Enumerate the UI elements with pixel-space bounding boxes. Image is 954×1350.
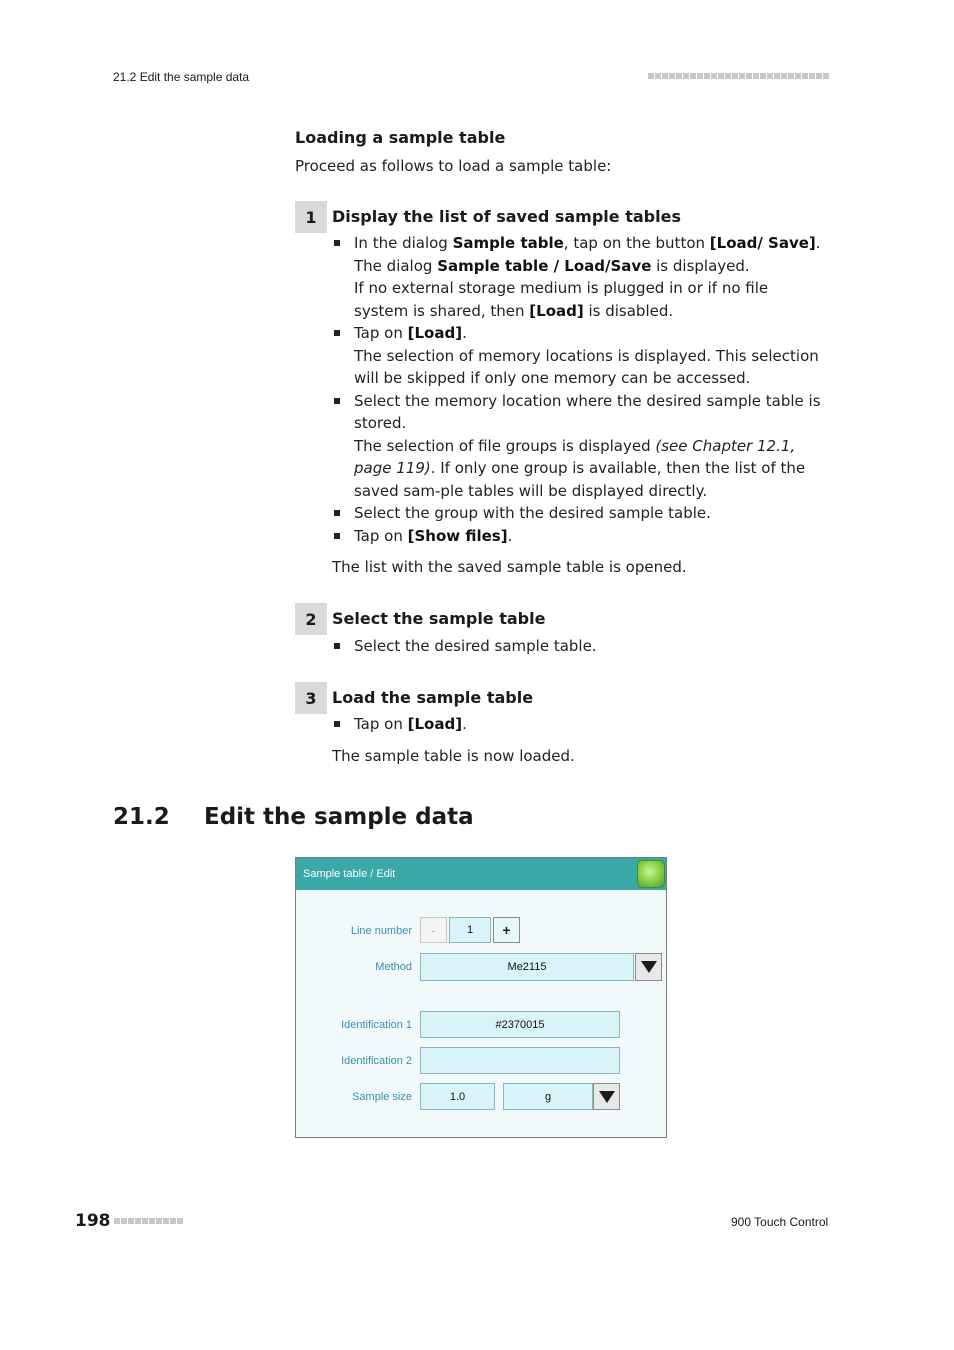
line-number-label: Line number (350, 925, 412, 937)
step-number: 1 (295, 201, 327, 233)
method-dropdown-button[interactable] (635, 953, 662, 981)
list-item: Tap on [Show files]. (332, 525, 827, 548)
step-3-bullets (332, 713, 827, 736)
step-1-bullets (332, 232, 827, 547)
loading-section (295, 128, 835, 177)
page-number: 198 (75, 1211, 111, 1231)
step-title: Display the list of saved sample tables (332, 207, 681, 226)
list-item: Tap on [Load]. The selection of memory locations is displayed. This selection will be skipped if only one memory can be accessed. (332, 322, 827, 390)
step-number: 2 (295, 603, 327, 635)
unit-field[interactable]: g (503, 1083, 593, 1110)
list-item: Select the desired sample table. (332, 635, 827, 658)
chevron-down-icon (599, 1091, 615, 1103)
section-title: Edit the sample data (204, 804, 474, 830)
step-2-bullets (332, 635, 827, 658)
step-result: The list with the saved sample table is opened. (332, 558, 687, 576)
loading-intro: Proceed as follows to load a sample table: (295, 157, 612, 175)
footer-decoration (114, 1218, 183, 1224)
line-number-field[interactable]: 1 (449, 917, 491, 943)
step-result: The sample table is now loaded. (332, 747, 575, 765)
identification1-label: Identification 1 (341, 1019, 412, 1031)
method-label: Method (375, 961, 412, 973)
method-field[interactable]: Me2115 (420, 953, 634, 981)
identification2-label: Identification 2 (341, 1055, 412, 1067)
section-number: 21.2 (113, 804, 170, 830)
product-name: 900 Touch Control (731, 1215, 829, 1229)
section-heading (113, 804, 474, 830)
ok-button[interactable] (637, 860, 665, 888)
dialog-title: Sample table / Edit (303, 868, 396, 880)
loading-heading: Loading a sample table (295, 128, 506, 147)
decrement-button[interactable]: - (420, 917, 447, 943)
identification2-field[interactable] (420, 1047, 620, 1074)
running-header: 21.2 Edit the sample data (113, 70, 250, 84)
identification1-field[interactable]: #2370015 (420, 1011, 620, 1038)
list-item: Tap on [Load]. (332, 713, 827, 736)
list-item: In the dialog Sample table, tap on the button [Load/ Save]. The dialog Sample table / Load/Save is displayed. If no external storage medium is plugged in or if no file system is shared, then [Load] is disabled. (332, 232, 827, 322)
list-item: Select the group with the desired sample table. (332, 502, 827, 525)
chevron-down-icon (641, 961, 657, 973)
step-title: Select the sample table (332, 609, 546, 628)
sample-size-label: Sample size (352, 1091, 412, 1103)
dialog-titlebar (296, 858, 666, 890)
header-decoration (648, 73, 829, 79)
increment-button[interactable]: + (493, 917, 520, 943)
unit-dropdown-button[interactable] (593, 1083, 620, 1110)
list-item: Select the memory location where the desired sample table is stored. The selection of file groups is displayed (see Chapter 12.1, page 119). If only one group is available, then the list of the saved sam-ple tables will be displayed directly. (332, 390, 827, 503)
step-title: Load the sample table (332, 688, 534, 707)
sample-table-edit-dialog (295, 857, 667, 1138)
sample-size-field[interactable]: 1.0 (420, 1083, 495, 1110)
step-number: 3 (295, 682, 327, 714)
